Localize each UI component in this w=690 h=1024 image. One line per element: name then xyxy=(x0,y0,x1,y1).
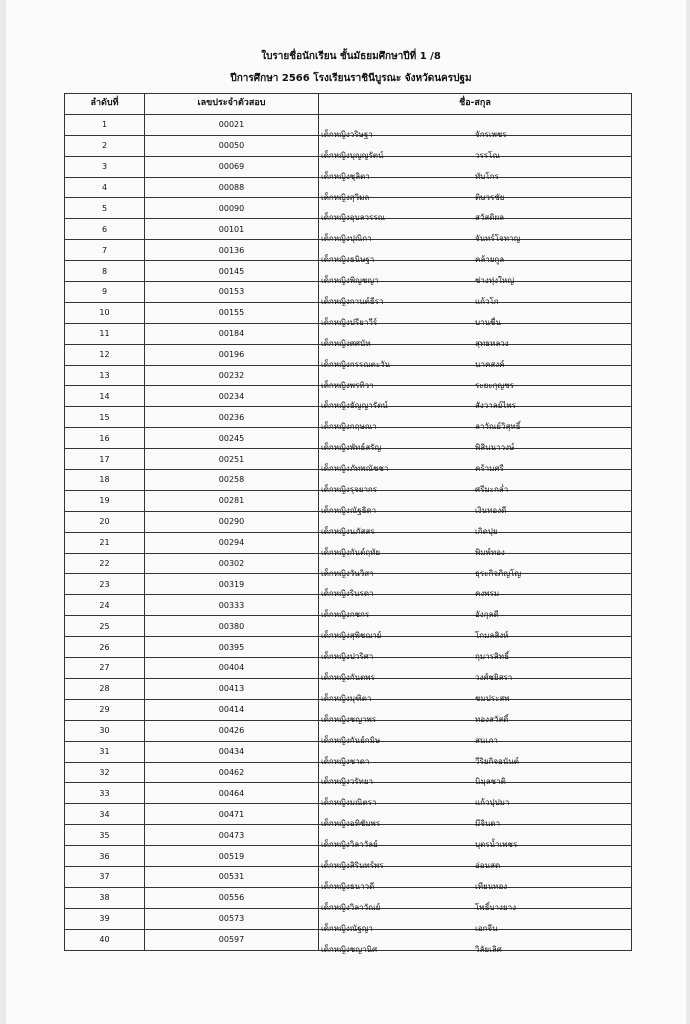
last-name: เทียนทอง xyxy=(475,881,508,891)
cell-name xyxy=(319,470,632,494)
cell-name xyxy=(319,261,632,286)
table-row xyxy=(65,428,632,449)
cell-name xyxy=(319,428,632,453)
document-page xyxy=(6,0,686,1024)
cell-name xyxy=(319,720,632,745)
cell-exam-id: 00294 xyxy=(145,532,319,553)
header-exam-id: เลขประจำตัวสอบ xyxy=(145,94,319,115)
last-name: สนเภา xyxy=(475,735,498,745)
last-name: เกิดปุย xyxy=(475,526,498,536)
cell-name xyxy=(319,114,632,139)
last-name: บานชื่น xyxy=(475,317,501,327)
cell-exam-id: 00414 xyxy=(145,699,319,720)
table-row xyxy=(65,929,632,950)
cell-exam-id: 00302 xyxy=(145,553,319,574)
cell-no: 30 xyxy=(65,720,145,741)
first-name: เด็กหญิงอทิชัมพร xyxy=(321,819,381,829)
cell-no: 2 xyxy=(65,135,145,156)
last-name: สังวาลย์ไพร xyxy=(475,401,516,411)
last-name: นิมุลชาติ xyxy=(475,777,506,787)
table-row xyxy=(65,386,632,407)
table-row xyxy=(65,574,632,595)
cell-name xyxy=(319,198,632,223)
cell-no: 34 xyxy=(65,804,145,825)
last-name: ธุระกิจภิญโญ xyxy=(475,568,522,578)
first-name: เด็กหญิงภัทพณัชชา xyxy=(321,464,389,474)
cell-no: 38 xyxy=(65,887,145,908)
first-name: เด็กหญิงศศนัท xyxy=(321,338,371,348)
cell-name xyxy=(319,825,632,850)
table-row xyxy=(65,449,632,470)
first-name: เด็กหญิงวิลาวัลย์ xyxy=(321,840,378,850)
first-name: เด็กหญิงพัทธ์สรัญ xyxy=(321,443,382,453)
table-row xyxy=(65,658,632,679)
cell-no: 33 xyxy=(65,783,145,804)
cell-name xyxy=(319,177,632,202)
table-row xyxy=(65,282,632,303)
cell-exam-id: 00021 xyxy=(145,114,319,135)
cell-exam-id: 00531 xyxy=(145,866,319,887)
cell-no: 7 xyxy=(65,240,145,261)
cell-name xyxy=(319,699,632,724)
cell-no: 27 xyxy=(65,658,145,679)
cell-exam-id: 00471 xyxy=(145,804,319,825)
last-name: ศรีมะกล่ำ xyxy=(475,484,509,494)
cell-name xyxy=(319,846,632,870)
cell-no: 12 xyxy=(65,344,145,365)
last-name: วรรโณ xyxy=(475,150,500,160)
table-row xyxy=(65,846,632,867)
first-name: เด็กหญิงสุวิมล xyxy=(321,192,370,202)
cell-no: 3 xyxy=(65,156,145,177)
table-row xyxy=(65,720,632,741)
first-name: เด็กหญิงพรทิวา xyxy=(321,380,374,390)
table-row xyxy=(65,177,632,198)
cell-no: 19 xyxy=(65,490,145,511)
cell-exam-id: 00573 xyxy=(145,908,319,929)
cell-no: 1 xyxy=(65,114,145,135)
table-row xyxy=(65,783,632,804)
table-row xyxy=(65,699,632,720)
table-row xyxy=(65,261,632,282)
cell-no: 36 xyxy=(65,846,145,867)
table-row xyxy=(65,490,632,511)
cell-exam-id: 00333 xyxy=(145,595,319,616)
cell-exam-id: 00155 xyxy=(145,302,319,323)
cell-exam-id: 00462 xyxy=(145,762,319,783)
first-name: เด็กหญิงพิญชญา xyxy=(321,276,379,286)
cell-name xyxy=(319,449,632,474)
cell-name xyxy=(319,887,632,912)
first-name: เด็กหญิงกันย์กมิษ xyxy=(321,735,381,745)
last-name: จันทร์โจทาญ xyxy=(475,234,521,244)
table-row xyxy=(65,762,632,783)
cell-no: 15 xyxy=(65,407,145,428)
cell-no: 35 xyxy=(65,825,145,846)
first-name: เด็กหญิงปวริศา xyxy=(321,652,374,662)
cell-no: 22 xyxy=(65,553,145,574)
cell-exam-id: 00236 xyxy=(145,407,319,428)
cell-name xyxy=(319,574,632,599)
first-name: เด็กหญิงชุลิตา xyxy=(321,171,370,181)
cell-name xyxy=(319,866,632,891)
cell-no: 24 xyxy=(65,595,145,616)
table-row xyxy=(65,344,632,365)
cell-no: 39 xyxy=(65,908,145,929)
table-row xyxy=(65,135,632,156)
last-name: คล้ายกูล xyxy=(475,255,505,265)
first-name: เด็กหญิงอุบลวรรณ xyxy=(321,213,386,223)
first-name: เด็กหญิงวรัทยา xyxy=(321,777,374,787)
last-name: ชมประสพ xyxy=(475,693,510,703)
cell-name xyxy=(319,407,632,432)
cell-no: 10 xyxy=(65,302,145,323)
cell-no: 18 xyxy=(65,470,145,491)
cell-exam-id: 00281 xyxy=(145,490,319,511)
cell-exam-id: 00153 xyxy=(145,282,319,303)
last-name: ระยะกุญชร xyxy=(475,380,514,390)
last-name: ทับโกร xyxy=(475,171,499,181)
first-name: เด็กหญิงธนิษฐา xyxy=(321,255,375,265)
first-name: เด็กหญิงกันตพร xyxy=(321,672,375,682)
cell-name xyxy=(319,156,632,181)
cell-no: 32 xyxy=(65,762,145,783)
table-row xyxy=(65,323,632,344)
last-name: แก้วโก xyxy=(475,296,499,306)
cell-name xyxy=(319,135,632,160)
table-row xyxy=(65,887,632,908)
last-name: วิลัยเลิศ xyxy=(475,944,502,954)
cell-exam-id: 00434 xyxy=(145,741,319,762)
cell-name xyxy=(319,804,632,829)
cell-no: 9 xyxy=(65,282,145,303)
table-row xyxy=(65,511,632,532)
header-no: ลำดับที่ xyxy=(65,94,145,115)
last-name: จักรเพชร xyxy=(475,129,507,139)
cell-exam-id: 00234 xyxy=(145,386,319,407)
last-name: เงินทองดี xyxy=(475,505,507,515)
cell-exam-id: 00101 xyxy=(145,219,319,240)
cell-no: 40 xyxy=(65,929,145,950)
last-name: ทองสวัสดิ์ xyxy=(475,714,509,724)
document-subtitle: ปีการศึกษา 2566 โรงเรียนราชินีบูรณะ จังหวัดนครปฐม xyxy=(230,73,472,84)
first-name: เด็กหญิงวิลาวัณย์ xyxy=(321,902,381,912)
cell-no: 6 xyxy=(65,219,145,240)
cell-no: 4 xyxy=(65,177,145,198)
table-row xyxy=(65,637,632,658)
first-name: เด็กหญิงณัฐธิดา xyxy=(321,505,377,515)
cell-no: 8 xyxy=(65,261,145,282)
document-title: ใบรายชื่อนักเรียน ชั้นมัธยมศึกษาปีที่ 1 /8 xyxy=(261,51,441,62)
first-name: เด็กหญิงสุพิชฌาย์ xyxy=(321,631,382,641)
cell-exam-id: 00404 xyxy=(145,658,319,679)
cell-no: 16 xyxy=(65,428,145,449)
cell-name xyxy=(319,595,632,620)
last-name: โกมลสิงห์ xyxy=(475,631,509,641)
last-name: ติษวรชัย xyxy=(475,192,505,202)
first-name: เด็กหญิงกรรณตะวัน xyxy=(321,359,391,369)
cell-name xyxy=(319,323,632,348)
cell-exam-id: 00088 xyxy=(145,177,319,198)
cell-no: 23 xyxy=(65,574,145,595)
cell-exam-id: 00145 xyxy=(145,261,319,282)
first-name: เด็กหญิงสิรินทร์พร xyxy=(321,861,384,870)
first-name: เด็กหญิงกันต์ฤทัย xyxy=(321,547,381,557)
cell-no: 37 xyxy=(65,866,145,887)
last-name: คร้ามศรี xyxy=(475,464,504,474)
cell-exam-id: 00597 xyxy=(145,929,319,950)
table-row xyxy=(65,302,632,323)
cell-name xyxy=(319,511,632,536)
cell-name xyxy=(319,678,632,703)
cell-no: 28 xyxy=(65,678,145,699)
last-name: ช่างทุ่งใหญ่ xyxy=(475,276,515,286)
cell-name xyxy=(319,386,632,411)
cell-exam-id: 00413 xyxy=(145,678,319,699)
first-name: เด็กหญิงบุญญรัตน์ xyxy=(321,150,384,160)
table-row xyxy=(65,866,632,887)
cell-name xyxy=(319,532,632,557)
cell-exam-id: 00245 xyxy=(145,428,319,449)
cell-no: 25 xyxy=(65,616,145,637)
cell-no: 17 xyxy=(65,449,145,470)
cell-exam-id: 00258 xyxy=(145,470,319,491)
last-name: วงศ์ชยิสรา xyxy=(475,672,513,682)
cell-no: 21 xyxy=(65,532,145,553)
first-name: เด็กหญิงวันวิสา xyxy=(321,568,374,578)
table-row xyxy=(65,553,632,574)
last-name: ลาวัณย์วิสุทธิ์ xyxy=(475,422,521,432)
cell-name xyxy=(319,637,632,662)
table-row xyxy=(65,532,632,553)
cell-exam-id: 00251 xyxy=(145,449,319,470)
cell-exam-id: 00380 xyxy=(145,616,319,637)
cell-exam-id: 00464 xyxy=(145,783,319,804)
cell-no: 20 xyxy=(65,511,145,532)
cell-exam-id: 00290 xyxy=(145,511,319,532)
first-name: เด็กหญิงรุจยากร xyxy=(321,484,378,494)
last-name: มีจินดา xyxy=(475,819,501,829)
cell-name xyxy=(319,929,632,954)
table-row xyxy=(65,114,632,135)
cell-exam-id: 00184 xyxy=(145,323,319,344)
first-name: เด็กหญิงกฤษณา xyxy=(321,422,377,432)
cell-exam-id: 00136 xyxy=(145,240,319,261)
first-name: เด็กหญิงชาดา xyxy=(321,756,370,766)
last-name: บุตรน้ำเพชร xyxy=(475,840,518,850)
cell-exam-id: 00395 xyxy=(145,637,319,658)
cell-no: 26 xyxy=(65,637,145,658)
table-row xyxy=(65,156,632,177)
last-name: พิมพ์ทอง xyxy=(475,547,505,557)
cell-name xyxy=(319,302,632,327)
first-name: เด็กหญิงมณิตรา xyxy=(321,798,377,808)
cell-name xyxy=(319,658,632,682)
table-row xyxy=(65,908,632,929)
cell-exam-id: 00556 xyxy=(145,887,319,908)
table-row xyxy=(65,240,632,261)
cell-name xyxy=(319,616,632,641)
cell-name xyxy=(319,490,632,515)
table-row xyxy=(65,365,632,386)
cell-exam-id: 00319 xyxy=(145,574,319,595)
first-name: เด็กหญิงณัฐญา xyxy=(321,923,373,933)
first-name: เด็กหญิงรินรดา xyxy=(321,589,374,599)
cell-name xyxy=(319,344,632,369)
cell-no: 5 xyxy=(65,198,145,219)
last-name: โพธิ์บางยาง xyxy=(475,902,517,912)
header-name: ชื่อ-สกุล xyxy=(319,94,632,115)
cell-exam-id: 00426 xyxy=(145,720,319,741)
cell-name xyxy=(319,282,632,306)
cell-name xyxy=(319,219,632,244)
last-name: พิสินนาวงษ์ xyxy=(475,443,515,453)
first-name: เด็กหญิงวริษฐา xyxy=(321,129,373,139)
cell-no: 31 xyxy=(65,741,145,762)
cell-no: 13 xyxy=(65,365,145,386)
first-name: เด็กหญิงธัญญารัตน์ xyxy=(321,401,388,411)
first-name: เด็กหญิงปุณิกา xyxy=(321,234,372,244)
cell-name xyxy=(319,240,632,265)
cell-name xyxy=(319,762,632,787)
cell-exam-id: 00069 xyxy=(145,156,319,177)
cell-exam-id: 00232 xyxy=(145,365,319,386)
student-list-table xyxy=(64,93,632,954)
cell-exam-id: 00519 xyxy=(145,846,319,867)
cell-exam-id: 00090 xyxy=(145,198,319,219)
last-name: กุมารสิทธิ์ xyxy=(475,652,509,662)
table-header-row xyxy=(65,94,632,115)
table-row xyxy=(65,198,632,219)
cell-name xyxy=(319,741,632,766)
first-name: เด็กหญิงธนาวดี xyxy=(321,881,375,891)
table-row xyxy=(65,741,632,762)
cell-name xyxy=(319,365,632,390)
first-name: เด็กหญิงนภัสสร xyxy=(321,526,375,536)
last-name: คงพรม xyxy=(475,589,500,599)
table-row xyxy=(65,804,632,825)
table-row xyxy=(65,407,632,428)
cell-exam-id: 00473 xyxy=(145,825,319,846)
cell-no: 11 xyxy=(65,323,145,344)
first-name: เด็กหญิงกานต์ธีรา xyxy=(321,296,384,306)
cell-no: 14 xyxy=(65,386,145,407)
cell-name xyxy=(319,908,632,933)
last-name: สวัสดิผล xyxy=(475,213,505,223)
cell-exam-id: 00196 xyxy=(145,344,319,365)
cell-name xyxy=(319,783,632,808)
last-name: นาคสงค์ xyxy=(475,359,505,369)
last-name: เอกจีน xyxy=(475,923,498,933)
last-name: วีริยกิจอนันต์ xyxy=(475,756,519,766)
first-name: เด็กหญิงชญาพร xyxy=(321,714,377,724)
first-name: เด็กหญิงชญานิศ xyxy=(321,944,378,954)
table-row xyxy=(65,595,632,616)
table-row xyxy=(65,219,632,240)
last-name: สุทธหลวง xyxy=(475,338,509,348)
table-row xyxy=(65,470,632,491)
cell-name xyxy=(319,553,632,578)
first-name: เด็กหญิงปรียาวีร์ xyxy=(321,317,378,327)
cell-exam-id: 00050 xyxy=(145,135,319,156)
last-name: อังกุลดี xyxy=(475,610,499,620)
last-name: อ่อนสด xyxy=(475,861,501,870)
table-row xyxy=(65,678,632,699)
last-name: แก้วปุปมา xyxy=(475,798,510,808)
table-row xyxy=(65,616,632,637)
table-row xyxy=(65,825,632,846)
first-name: เด็กหญิงกชกร xyxy=(321,610,370,620)
cell-no: 29 xyxy=(65,699,145,720)
first-name: เด็กหญิงมุฑิตา xyxy=(321,693,372,703)
